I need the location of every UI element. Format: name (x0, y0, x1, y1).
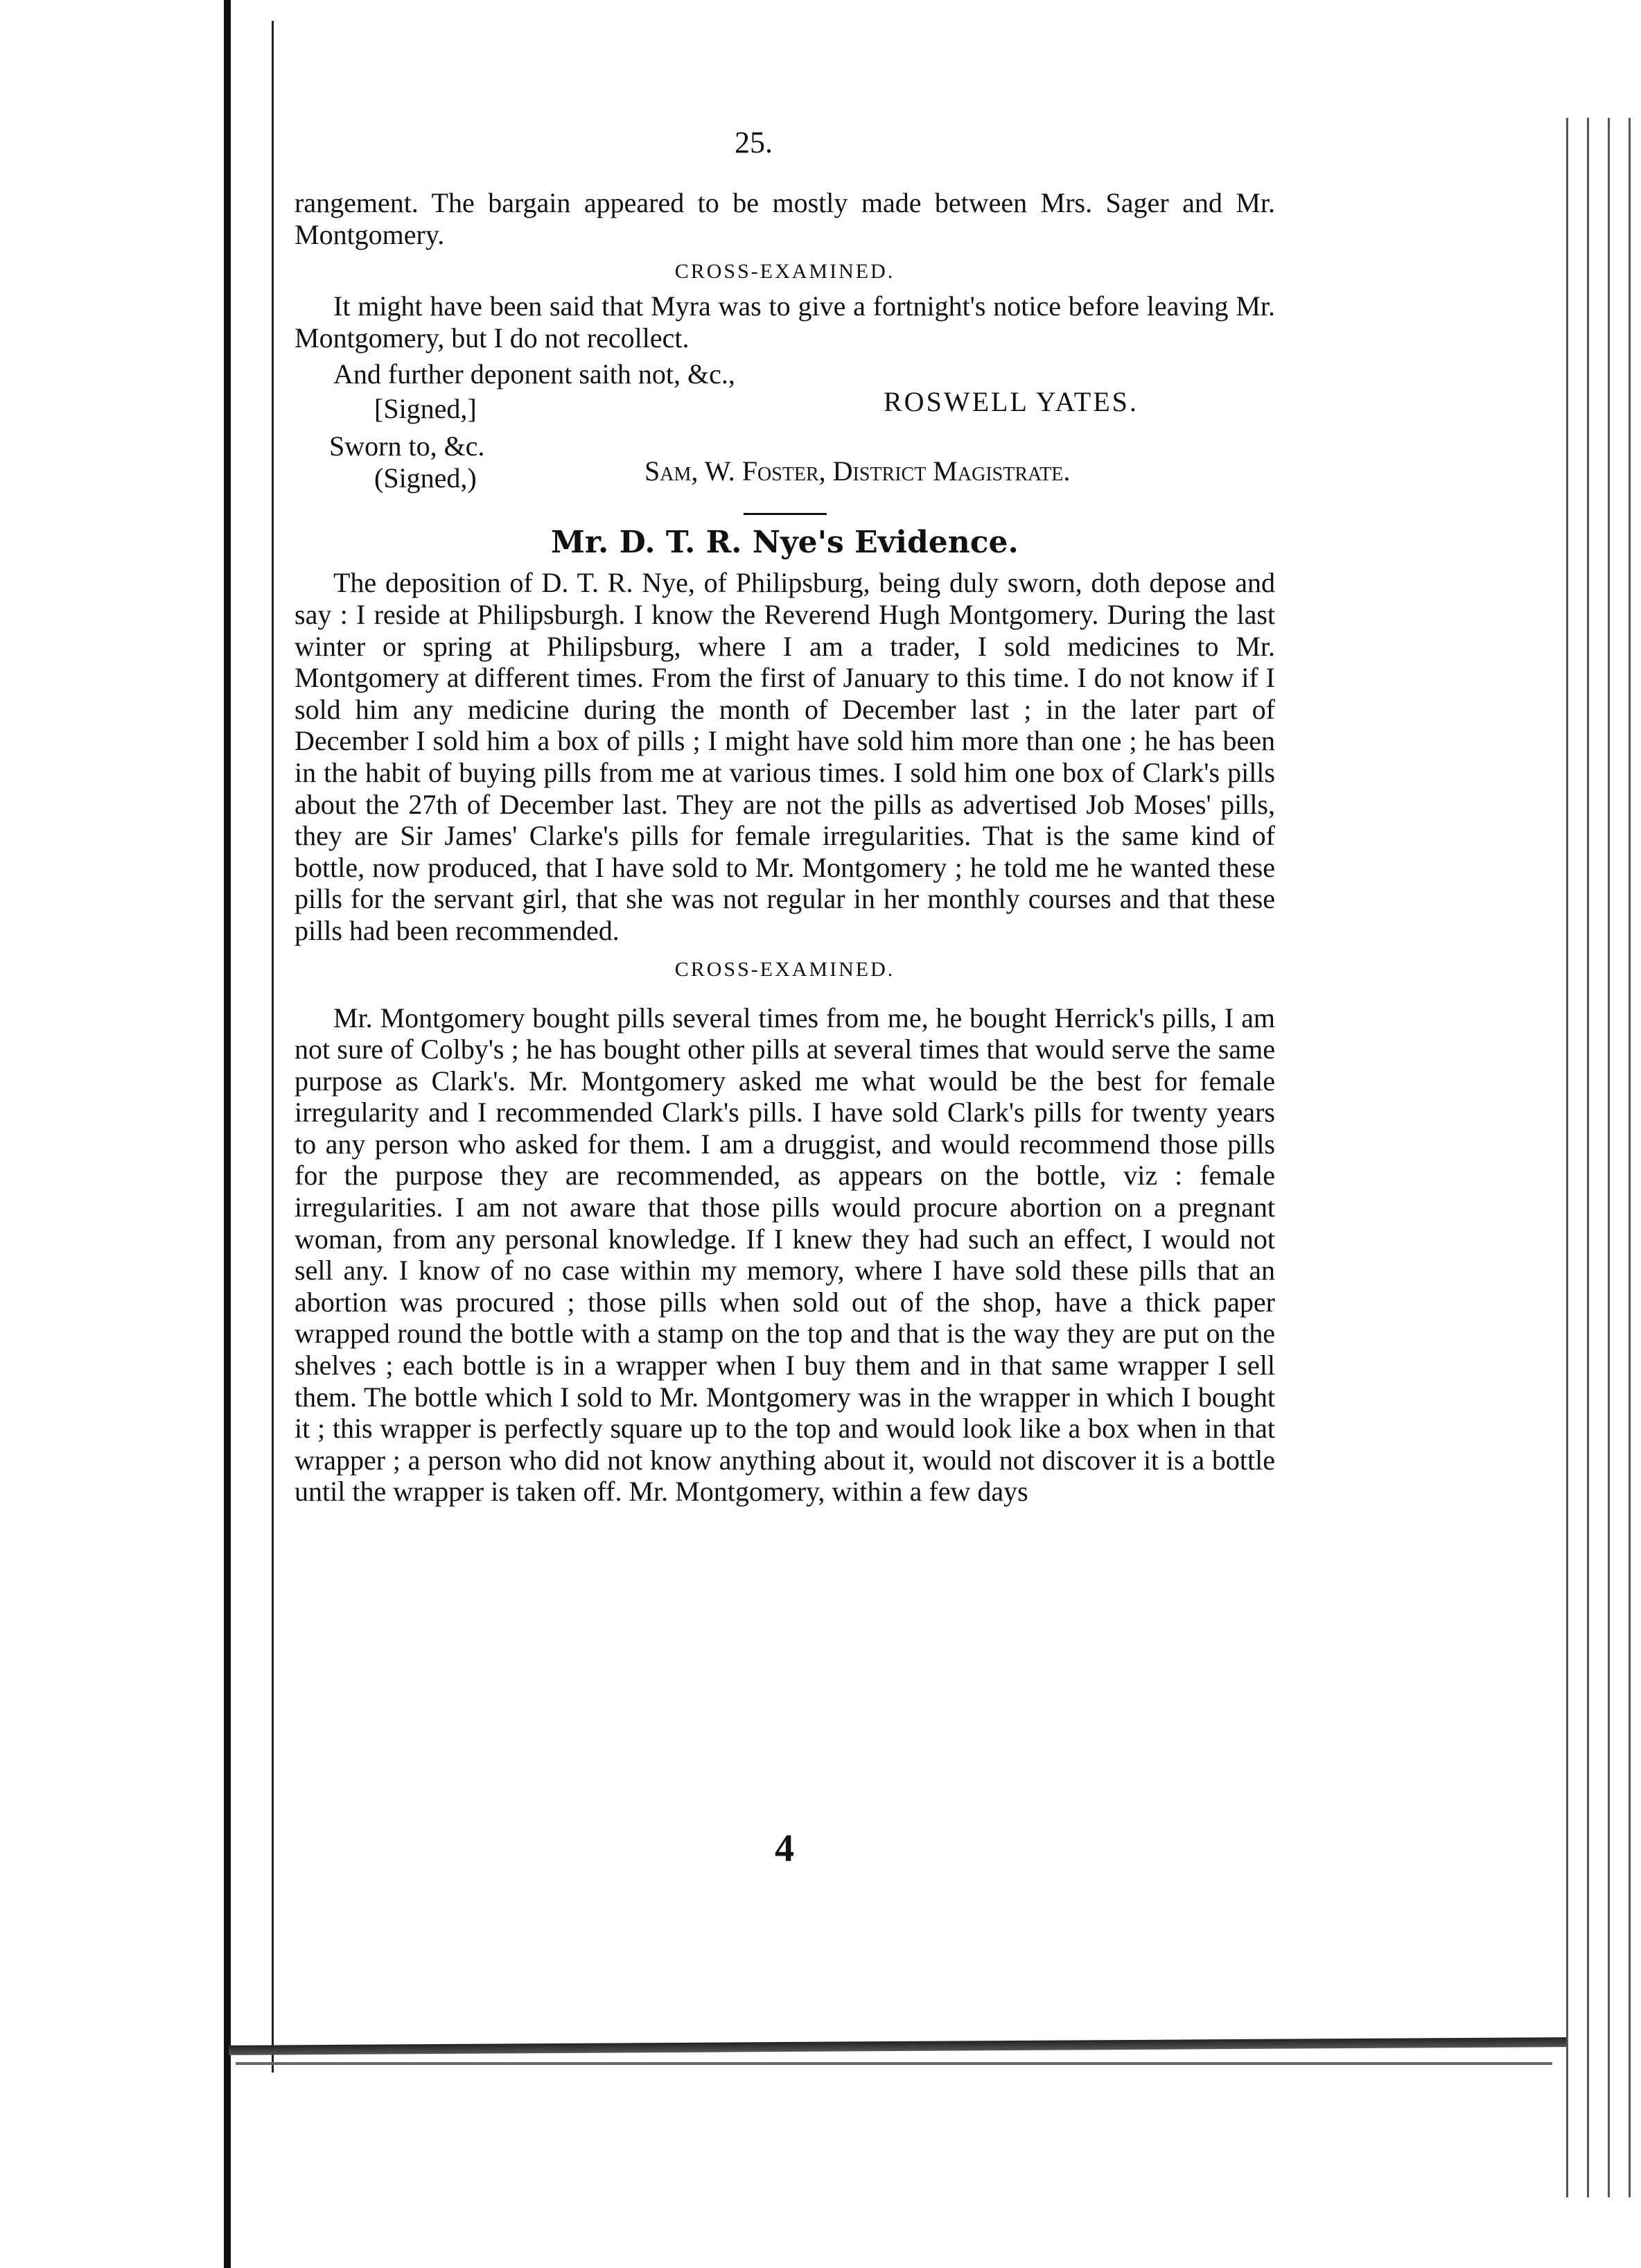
page-number: 25. (735, 125, 773, 159)
evidence-title: Mr. D. T. R. Nye's Evidence. (551, 525, 1019, 561)
deponent-name: ROSWELL YATES. (884, 386, 1139, 418)
page-body (295, 121, 1275, 1508)
bottom-binding-rule-thin (236, 2062, 1552, 2065)
signed-label: [Signed,] (374, 393, 477, 425)
evidence-paragraph: The deposition of D. T. R. Nye, of Philipsburg, being duly sworn, doth depose and say : I reside at Philipsburgh. I know the Reverend Hugh Montgomery. During the last winter or spring at Philipsburg, where I am a trader, I sold medicines to Mr. Montgomery at different times. From the first of January to this time. I do not know if I sold him any medicine during the month of December last ; in the later part of December I sold him a box of pills ; I might have sold him more than one ; he has been in the habit of buying pills from me at various times. I sold him one box of Clark's pills about the 27th of December last. They are not the pills as advertised Job Moses' pills, they are Sir James' Clarke's pills for female irregularities. That is the same kind of bottle, now produced, that I have sold to Mr. Montgomery ; he told me he wanted these pills for the servant girl, that she was not regular in her monthly courses and that these pills had been recommended. (295, 567, 1275, 946)
cross-examined-heading-2: CROSS-EXAMINED. (674, 957, 895, 981)
sworn-line: Sworn to, &c. (329, 430, 485, 462)
signature-mark: 4 (775, 1827, 794, 1870)
signed-label-2: (Signed,) (374, 462, 477, 494)
section-divider (744, 513, 827, 515)
signature-block (295, 354, 1275, 499)
binding-gutter-line (224, 0, 231, 2268)
page-left-edge (272, 21, 274, 2073)
cross-examined-heading: CROSS-EXAMINED. (674, 260, 895, 284)
continuation-paragraph: rangement. The bargain appeared to be mostly made between Mrs. Sager and Mr. Montgomery. (295, 187, 1275, 250)
page-right-edges (1559, 118, 1641, 2197)
cross-examined-paragraph: It might have been said that Myra was to give a fortnight's notice before leaving Mr. Montgomery, but I do not recollect. (295, 290, 1275, 354)
magistrate-line: Sam, W. Foster, District Magistrate. (644, 455, 1071, 487)
cross-examined-paragraph-2: Mr. Montgomery bought pills several times from me, he bought Herrick's pills, I am not sure of Colby's ; he has bought other pills at several times that would serve the same purpose as Clark's. Mr. Montgomery asked me what would be the best for female irregularity and I recommended Clark's pills. I have sold Clark's pills for twenty years to any person who asked for them. I am a druggist, and would recommend those pills for the purpose they are recommended, as appears on the bottle, viz : female irregularities. I am not aware that those pills would procure abortion on a pregnant woman, from any personal knowledge. If I knew they had such an effect, I would not sell any. I know of no case within my memory, where I have sold these pills that an abortion was procured ; those pills when sold out of the shop, have a thick paper wrapped round the bottle with a stamp on the top and that is the way they are put on the shelves ; each bottle is in a wrapper when I buy them and in that same wrapper I sell them. The bottle which I sold to Mr. Montgomery was in the wrapper in which I bought it ; this wrapper is perfectly square up to the top and would look like a box when in that wrapper ; a person who did not know anything about it, would not discover it is a bottle until the wrapper is taken off. Mr. Montgomery, within a few days (295, 1002, 1275, 1508)
deponent-line: And further deponent saith not, &c., (333, 358, 735, 390)
bottom-binding-rule (229, 2037, 1566, 2055)
